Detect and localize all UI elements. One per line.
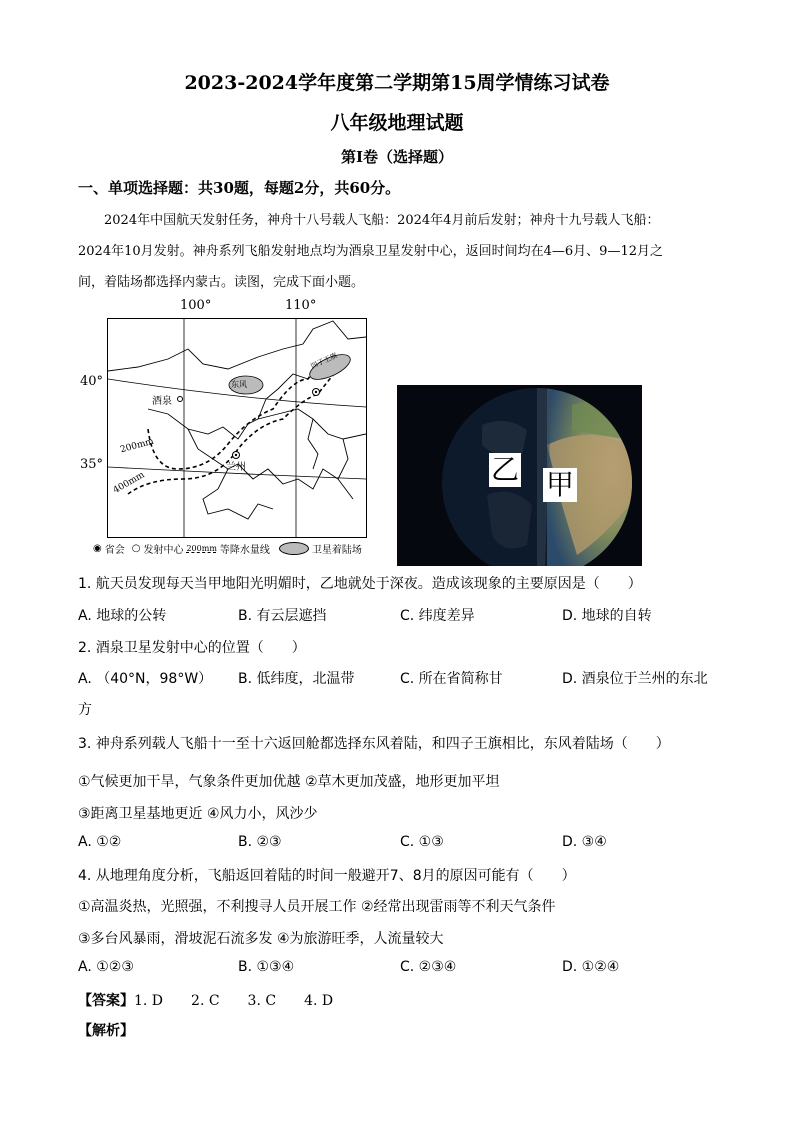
launch-symbol-icon: ○: [131, 543, 141, 554]
legend-landing: 卫星着陆场: [311, 545, 362, 556]
border-line: [203, 469, 273, 519]
legend-iso-sample: 200mm: [186, 544, 217, 553]
q3-option-d: D. ③④: [562, 834, 607, 850]
part-title: 第Ⅰ卷（选择题）: [340, 148, 454, 166]
answer-label: 【答案】: [78, 993, 134, 1009]
question-1-stem: 1. 航天员发现每天当甲地阳光明媚时，乙地就处于深夜。造成该现象的主要原因是（ ）: [78, 576, 642, 592]
map-label-dongfeng: 东风: [231, 380, 247, 389]
border-line: [148, 409, 366, 439]
region-map: [107, 318, 367, 538]
launch-center-jiuquan: [178, 397, 183, 402]
exam-subtitle: 八年级地理试题: [330, 112, 464, 134]
label-yi: 乙: [490, 453, 519, 486]
q4-option-d: D. ①②④: [562, 959, 620, 975]
section-heading: 一、单项选择题：共30题，每题2分，共60分。: [78, 179, 401, 197]
q3-option-c: C. ①③: [400, 834, 444, 850]
passage-line-1: 2024年中国航天发射任务，神舟十八号载人飞船：2024年4月前后发射；神舟十九号载人飞船：: [104, 213, 660, 228]
map-legend: [93, 541, 362, 556]
lon-label-110: 110°: [285, 298, 317, 313]
q3-option-a: A. ①②: [78, 834, 122, 850]
passage: [78, 205, 718, 298]
q3-option-b: B. ②③: [238, 834, 282, 850]
q2-option-c: C. 所在省简称甘: [400, 671, 503, 687]
question-3-stem: 3. 神舟系列载人飞船十一至十六返回舱都选择东风着陆，和四子王旗相比，东风着陆场（ ）: [78, 736, 670, 752]
q1-option-a: A. 地球的公转: [78, 608, 167, 624]
q2-option-a: A. （40°N，98°W）: [78, 671, 213, 687]
border-line: [308, 419, 353, 499]
q2-option-d-wrap: 方: [78, 702, 92, 718]
lat-label-40: 40°: [80, 374, 104, 389]
q4-statements-2: ③多台风暴雨，滑坡泥石流多发 ④为旅游旺季，人流量较大: [78, 931, 444, 947]
analysis-label: 【解析】: [78, 1023, 134, 1039]
legend-launch: 发射中心: [143, 545, 184, 556]
question-4-stem: 4. 从地理角度分析，飞船返回着陆的时间一般避开7、8月的原因可能有（ ）: [78, 868, 576, 884]
border-line: [188, 429, 338, 489]
lon-label-100: 100°: [180, 298, 212, 313]
q2-option-d: D. 酒泉位于兰州的东北: [562, 671, 708, 687]
q4-statements-1: ①高温炎热，光照强，不利搜寻人员开展工作 ②经常出现雷雨等不利天气条件: [78, 899, 556, 915]
legend-capital: 省会: [104, 545, 125, 556]
question-2-stem: 2. 酒泉卫星发射中心的位置（ ）: [78, 640, 306, 656]
q1-option-c: C. 纬度差异: [400, 608, 475, 624]
q3-statements-1: ①气候更加干旱，气象条件更加优越 ②草木更加茂盛，地形更加平坦: [78, 774, 500, 790]
map-drawing: [108, 319, 366, 537]
map-label-jiuquan: 酒泉: [152, 396, 172, 407]
q3-statements-2: ③距离卫星基地更近 ④风力小，风沙少: [78, 806, 318, 822]
answer-line: [78, 990, 333, 1010]
map-label-lanzhou: 兰州: [226, 462, 246, 473]
q4-option-c: C. ②③④: [400, 959, 457, 975]
lat-label-35: 35°: [80, 457, 104, 472]
landing-symbol-icon: [279, 542, 309, 555]
map-label-400mm: 400mm: [111, 470, 147, 496]
label-jia: 甲: [543, 468, 577, 502]
legend-isohyet: 等降水量线: [219, 545, 270, 556]
exam-title: 2023-2024学年度第二学期第15周学情练习试卷: [184, 72, 610, 94]
q1-option-d: D. 地球的自转: [562, 608, 652, 624]
q1-option-b: B. 有云层遮挡: [238, 608, 327, 624]
answer-text: 1. D 2. C 3. C 4. D: [134, 993, 334, 1009]
q4-option-a: A. ①②③: [78, 959, 134, 975]
q4-option-b: B. ①③④: [238, 959, 295, 975]
q2-option-b: B. 低纬度，北温带: [238, 671, 355, 687]
passage-line-2: 2024年10月发射。神舟系列飞船发射地点均为酒泉卫星发射中心，返回时间均在4—6月、9—12月之: [78, 244, 663, 259]
map-label-siziwang: 四子王旗: [309, 351, 339, 371]
capital-symbol-icon: ◉: [93, 543, 102, 554]
map-label-200mm: 200mm: [119, 436, 155, 456]
passage-line-3: 间，着陆场都选择内蒙古。读图，完成下面小题。: [78, 275, 365, 290]
